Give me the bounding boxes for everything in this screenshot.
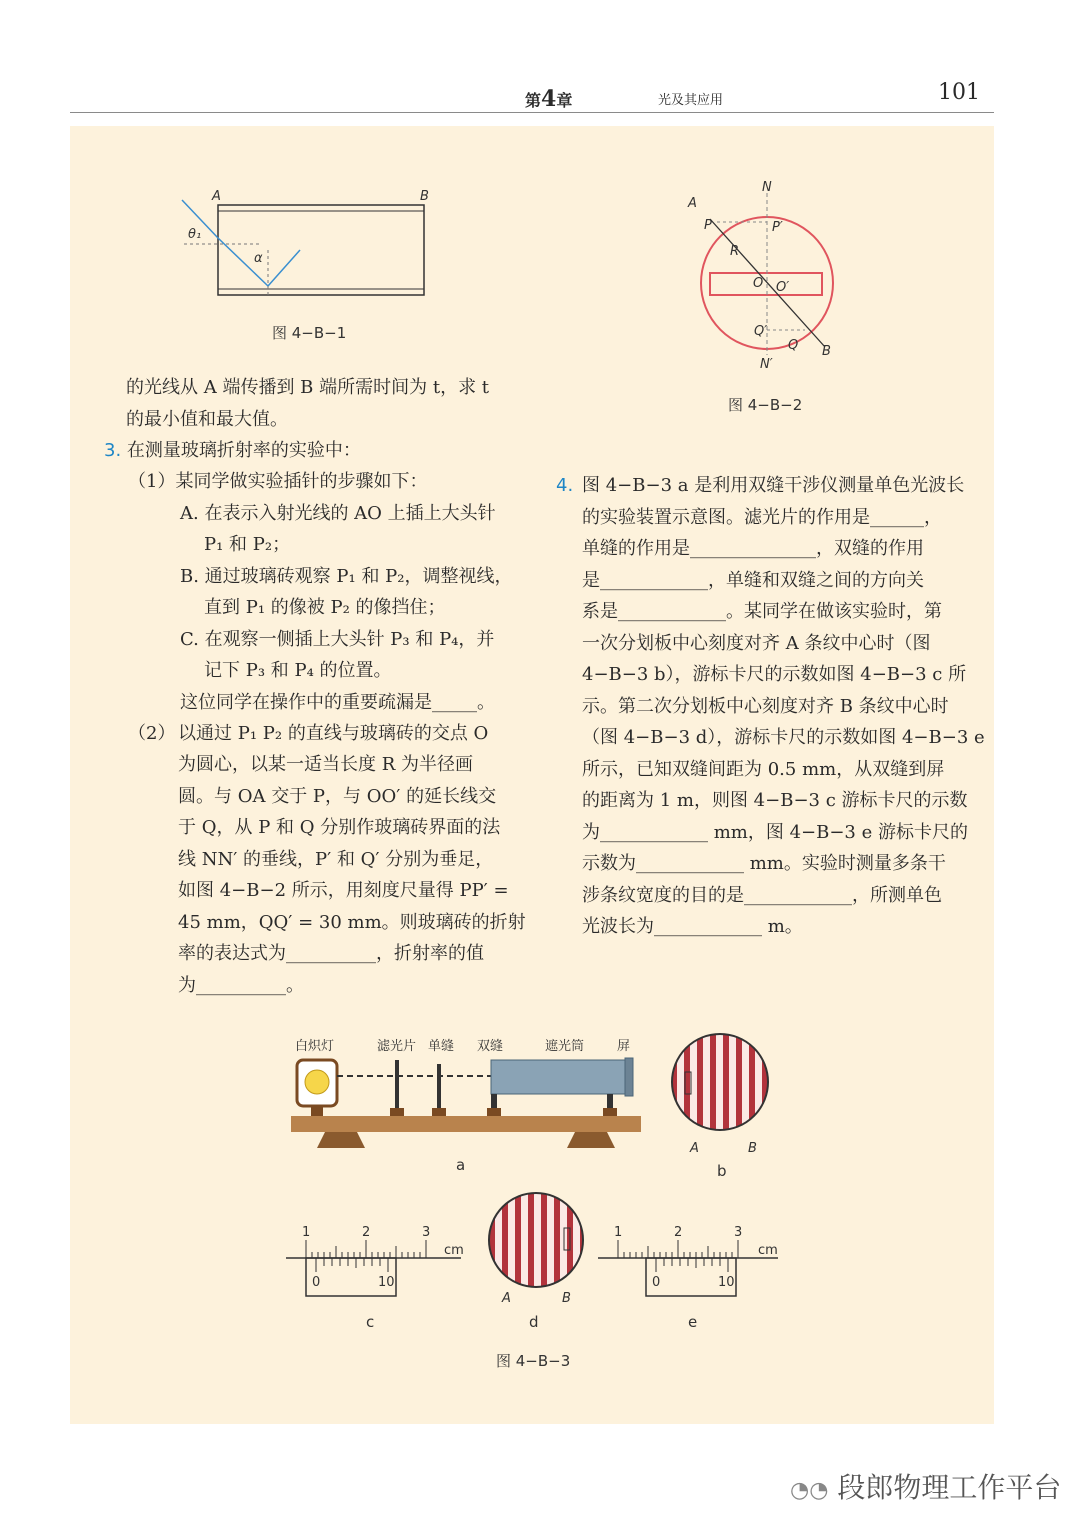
- fig3-e-tick-1: 1: [614, 1225, 623, 1240]
- q3-part2-line-1: 为圆心，以某一适当长度 R 为半径画: [178, 754, 473, 775]
- q4-line-11: 为____________ mm，图 4−B−3 e 游标卡尺的: [582, 822, 968, 843]
- q2-tail-line1: 的光线从 A 端传播到 B 端所需时间为 t，求 t: [126, 377, 490, 398]
- q3-part2-line-3: 于 Q，从 P 和 Q 分别作玻璃砖界面的法: [178, 817, 501, 838]
- q3-number: 3.: [104, 440, 122, 461]
- apparatus-double-slit-label: 双缝: [477, 1039, 504, 1054]
- q3-part2-line-6: 45 mm，QQ′ = 30 mm。则玻璃砖的折射: [178, 912, 526, 933]
- fig2-label-r: R: [730, 244, 740, 259]
- figure-4-b-3-d: [486, 1190, 596, 1310]
- apparatus-screen-label: 屏: [617, 1039, 631, 1054]
- q4-line-2: 单缝的作用是______________，双缝的作用: [582, 538, 924, 559]
- fig3-sub-a: a: [456, 1156, 466, 1174]
- fig2-label-q: Q: [788, 338, 799, 353]
- fig3-c-tick-3: 3: [422, 1225, 431, 1240]
- q4-line-7: 示。第二次分划板中心刻度对齐 B 条纹中心时: [582, 696, 949, 717]
- apparatus-tube-label: 遮光筒: [545, 1039, 585, 1054]
- fig3-e-vernier-10: 10: [718, 1275, 735, 1290]
- q4-line-0: 图 4−B−3 a 是利用双缝干涉仪测量单色光波长: [582, 475, 965, 496]
- q4-line-12: 示数为____________ mm。实验时测量多条干: [582, 853, 946, 874]
- q3-part1-label: （1）: [128, 471, 176, 492]
- fig3-b-label-a: A: [690, 1141, 699, 1156]
- fig3-sub-e: e: [688, 1313, 698, 1331]
- q3-part2-line-5: 如图 4−B−2 所示，用刻度尺量得 PP′ =: [178, 880, 509, 901]
- fig1-caption: 图 4−B−1: [272, 324, 347, 342]
- fig3-d-label-a: A: [502, 1291, 511, 1306]
- fig2-label-b: B: [822, 344, 831, 359]
- fig1-label-b: B: [420, 189, 429, 204]
- fig2-label-q2: Q′: [754, 324, 768, 339]
- q4-line-3: 是____________，单缝和双缝之间的方向关: [582, 570, 924, 591]
- fig3-sub-d: d: [529, 1313, 539, 1331]
- chapter-label: 第4章: [525, 86, 573, 112]
- fig3-b-label-b: B: [748, 1141, 757, 1156]
- q3-part2-line-8: 为__________。: [178, 975, 304, 996]
- q3-part2-label: （2）: [128, 723, 176, 744]
- fig1-alpha: α: [254, 251, 263, 266]
- q4-line-8: （图 4−B−3 d），游标卡尺的示数如图 4−B−3 e: [582, 727, 985, 748]
- fig3-d-label-b: B: [562, 1291, 571, 1306]
- q3-omission: 这位同学在操作中的重要疏漏是_____。: [180, 692, 495, 713]
- q3-part1: [128, 466, 427, 498]
- fig3-e-vernier-0: 0: [652, 1275, 661, 1290]
- fig2-label-a: A: [688, 196, 697, 211]
- apparatus-filter-label: 滤光片: [377, 1039, 417, 1054]
- fig2-label-n2: N′: [760, 357, 773, 372]
- apparatus-lamp-label: 白炽灯: [295, 1039, 335, 1054]
- q3-heading: [104, 435, 361, 467]
- q4-line-10: 的距离为 1 m，则图 4−B−3 c 游标卡尺的示数: [582, 790, 968, 811]
- apparatus-single-slit-label: 单缝: [428, 1039, 455, 1054]
- fig2-caption: 图 4−B−2: [728, 396, 803, 414]
- fig1-label-a: A: [212, 189, 221, 204]
- fig2-label-o2: O′: [776, 280, 790, 295]
- q3-step-c-1: C. 在观察一侧插上大头针 P₃ 和 P₄，并: [180, 629, 495, 650]
- q4-number: 4.: [556, 475, 574, 496]
- q4-line-9: 所示，已知双缝间距为 0.5 mm，从双缝到屏: [582, 759, 945, 780]
- page-header: [70, 78, 994, 113]
- fig3-c-tick-1: 1: [302, 1225, 311, 1240]
- fig3-e-tick-2: 2: [674, 1225, 683, 1240]
- figure-4-b-3-c: [286, 1224, 476, 1304]
- q4-line-4: 系是____________。某同学在做该实验时，第: [582, 601, 942, 622]
- q3-part1-text: 某同学做实验插针的步骤如下：: [175, 471, 428, 492]
- q4-line-5: 一次分划板中心刻度对齐 A 条纹中心时（图: [582, 633, 931, 654]
- q3-part2-line-0: 以通过 P₁ P₂ 的直线与玻璃砖的交点 O: [178, 723, 489, 744]
- fig2-label-o: O: [753, 276, 764, 291]
- page-number: 101: [938, 80, 980, 105]
- fig3-caption: 图 4−B−3: [496, 1352, 571, 1370]
- fig3-e-unit: cm: [758, 1243, 778, 1258]
- q3-title: 在测量玻璃折射率的实验中：: [126, 440, 361, 461]
- figure-4-b-1: [170, 180, 450, 310]
- fig3-c-vernier-0: 0: [312, 1275, 321, 1290]
- q3-part2-line-4: 线 NN′ 的垂线，P′ 和 Q′ 分别为垂足，: [178, 849, 494, 870]
- q3-step-a-1: A. 在表示入射光线的 AO 上插上大头针: [180, 503, 496, 524]
- fig3-e-tick-3: 3: [734, 1225, 743, 1240]
- q4-line-6: 4−B−3 b），游标卡尺的示数如图 4−B−3 c 所: [582, 664, 967, 685]
- chapter-title: 光及其应用: [658, 93, 724, 108]
- figure-4-b-3-b: [668, 1030, 778, 1160]
- q3-step-b-1: B. 通过玻璃砖观察 P₁ 和 P₂，调整视线，: [180, 566, 513, 587]
- q4-line-1: 的实验装置示意图。滤光片的作用是______，: [582, 507, 942, 528]
- watermark-text: 段郎物理工作平台: [837, 1471, 1062, 1504]
- fig3-sub-b: b: [717, 1162, 727, 1180]
- fig2-label-n: N: [762, 180, 772, 195]
- q3-step-b-2: 直到 P₁ 的像被 P₂ 的像挡住；: [204, 597, 446, 618]
- figure-4-b-2: [680, 175, 840, 375]
- q4-line-14: 光波长为____________ m。: [582, 916, 803, 937]
- watermark: [790, 1466, 1061, 1506]
- q3-part2-line-2: 圆。与 OA 交于 P，与 OO′ 的延长线交: [178, 786, 497, 807]
- q3-part2-line-7: 率的表达式为__________，折射率的值: [178, 943, 484, 964]
- q2-tail-line2: 的最小值和最大值。: [126, 409, 288, 430]
- fig2-label-p2: P′: [772, 220, 783, 235]
- wechat-icon: ◔◔: [790, 1478, 829, 1503]
- fig3-c-tick-2: 2: [362, 1225, 371, 1240]
- figure-4-b-3-a: [285, 1032, 655, 1162]
- q4-line-13: 涉条纹宽度的目的是____________，所测单色: [582, 885, 942, 906]
- fig3-sub-c: c: [366, 1313, 375, 1331]
- figure-4-b-3-e: [598, 1224, 788, 1304]
- fig3-c-vernier-10: 10: [378, 1275, 395, 1290]
- fig1-theta: θ₁: [188, 227, 202, 242]
- fig2-label-p: P: [704, 218, 712, 233]
- q3-step-c-2: 记下 P₃ 和 P₄ 的位置。: [204, 660, 392, 681]
- q3-step-a-2: P₁ 和 P₂；: [204, 534, 291, 555]
- fig3-c-unit: cm: [444, 1243, 464, 1258]
